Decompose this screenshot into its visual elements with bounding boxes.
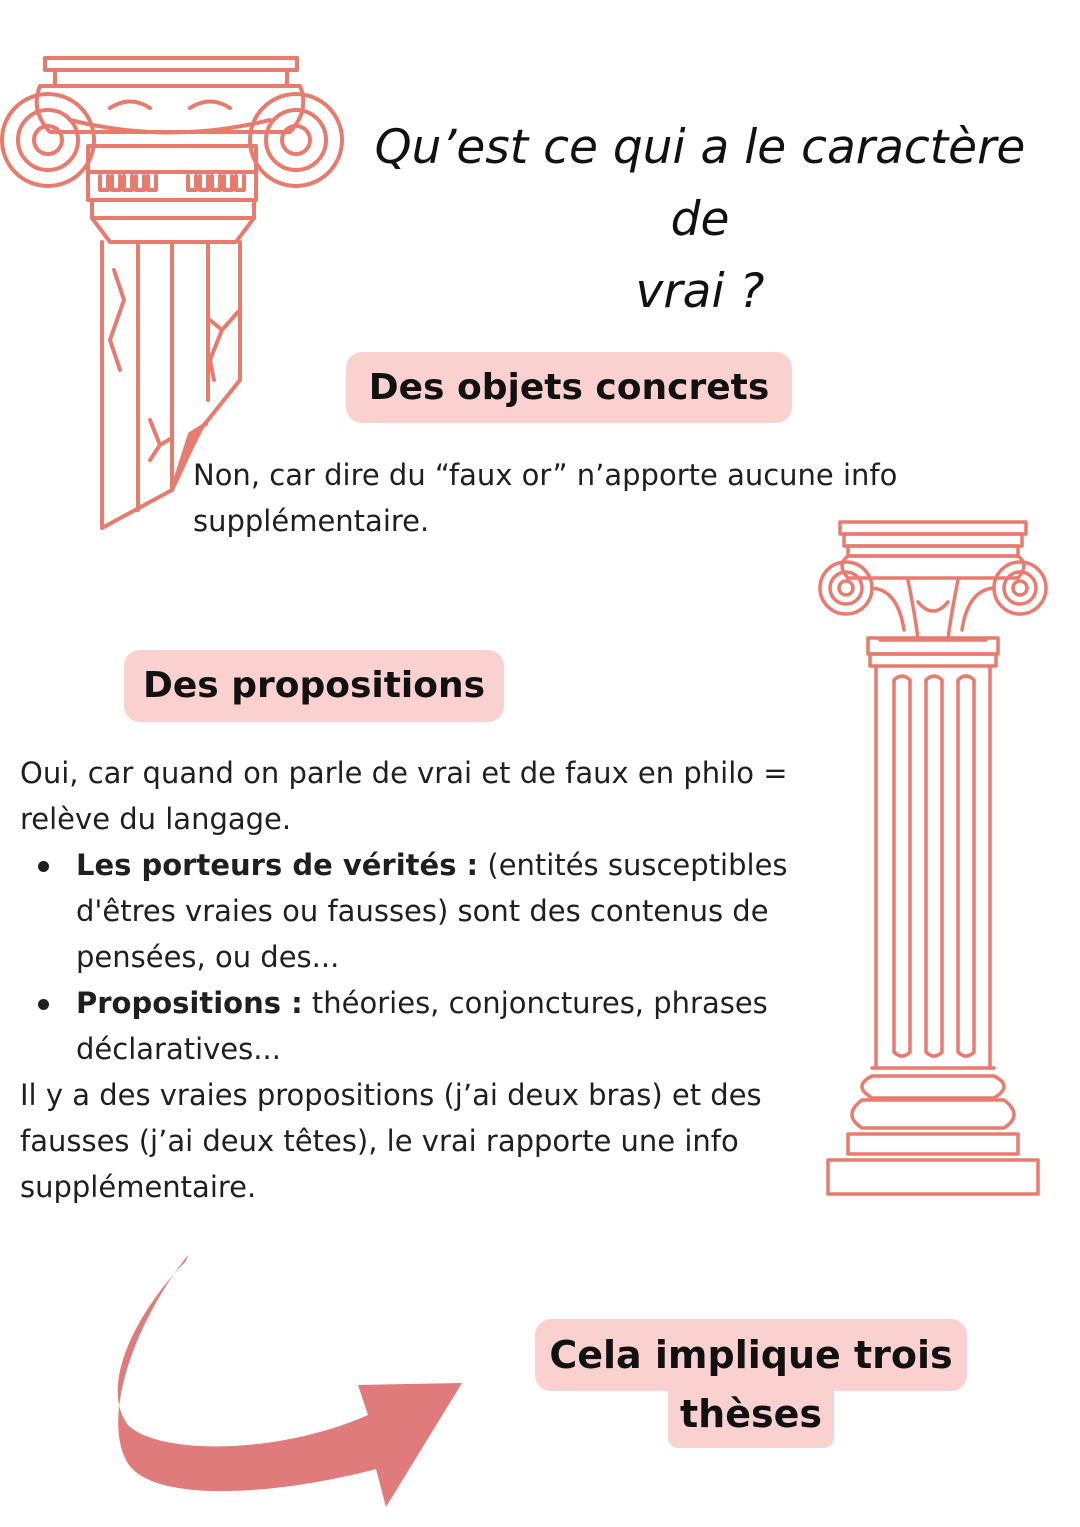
ionic-column-icon	[818, 520, 1050, 1200]
bullet-list	[20, 842, 840, 1072]
section2-outro: Il y a des vraies propositions (j’ai deux bras) et des fausses (j’ai deux têtes), le vrai rapporte une info supplémentaire.	[20, 1078, 762, 1204]
title-line-2: vrai ?	[635, 264, 765, 319]
title-line-1: Qu’est ce qui a le caractère de	[374, 120, 1026, 247]
bullet-text: théories, conjonctures, phrases déclaratives...	[76, 986, 768, 1066]
list-item	[76, 980, 840, 1072]
section2-intro: Oui, car quand on parle de vrai et de faux en philo = relève du langage.	[20, 756, 788, 836]
conclusion-line-2: thèses	[668, 1380, 834, 1448]
bullet-label: Propositions :	[76, 986, 303, 1020]
conclusion-line-1: Cela implique trois	[535, 1319, 967, 1391]
section-heading-propositions: Des propositions	[124, 650, 504, 722]
section-heading-objets: Des objets concrets	[346, 352, 792, 423]
list-item	[76, 842, 840, 980]
bullet-label: Les porteurs de vérités :	[76, 848, 479, 882]
section1-body: Non, car dire du “faux or” n’apporte aucune info supplémentaire.	[193, 458, 898, 538]
bullet-text: (entités susceptibles d'êtres vraies ou fausses) sont des contenus de pensées, ou des...	[76, 848, 788, 974]
section2-body	[20, 750, 840, 1210]
curved-arrow-icon	[108, 1255, 468, 1515]
page-title	[340, 112, 1060, 328]
